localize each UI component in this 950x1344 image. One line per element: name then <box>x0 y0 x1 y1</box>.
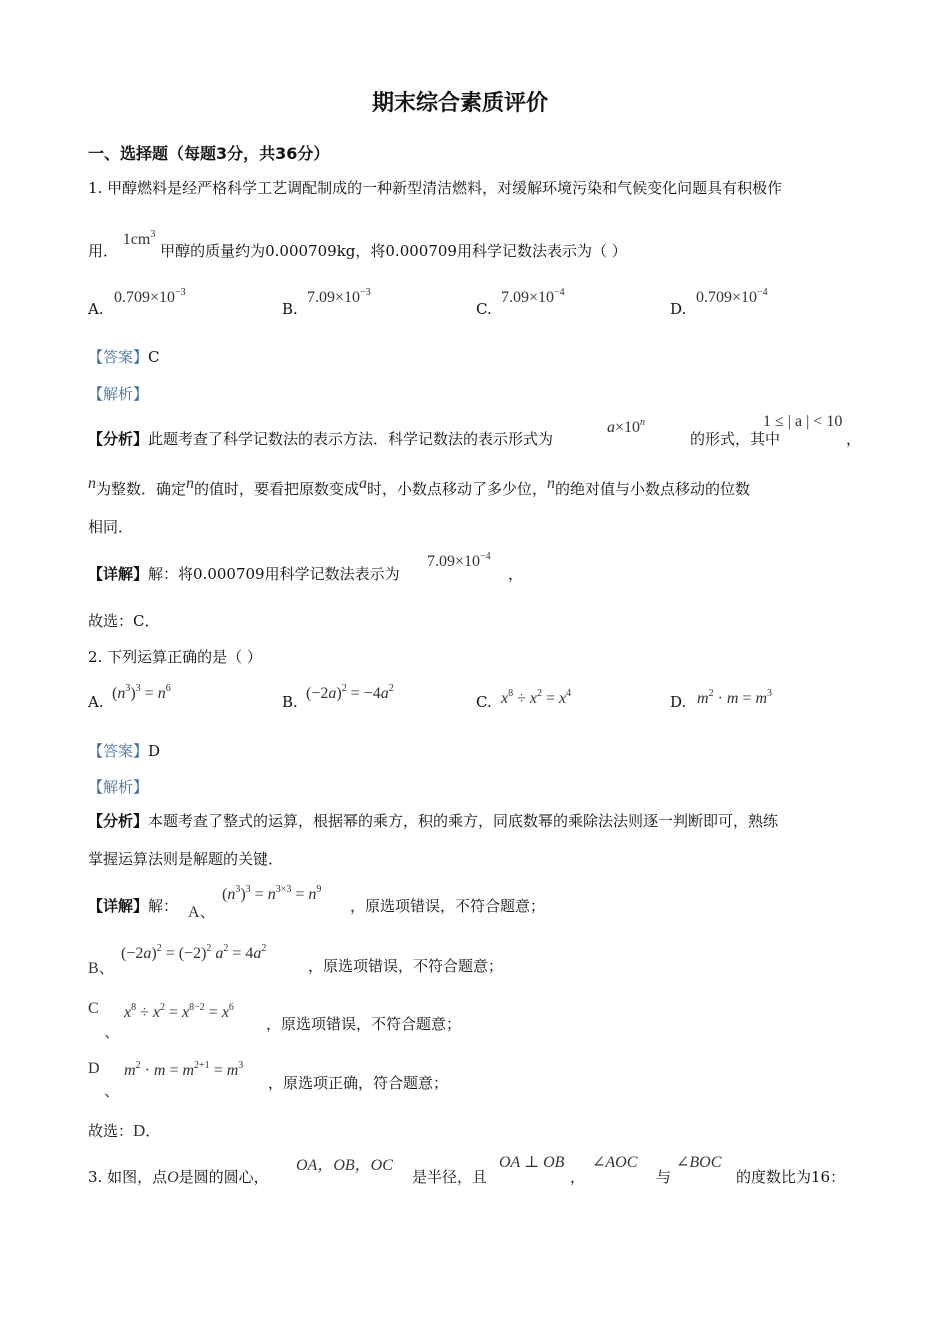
q2-detail-c-label: C <box>88 1000 99 1017</box>
q3-stem-mid: 是半径，且 <box>412 1168 488 1186</box>
q2-detail-c-sep: 、 <box>104 1024 121 1041</box>
q1-detail-math: $7.09\times 10^{-4}$ <box>427 551 491 570</box>
q1-stem-prefix: 用． <box>88 242 119 260</box>
q1-option-c-math: $7.09\times 10^{-4}$ <box>501 287 565 306</box>
q2-answer: 【答案】D <box>88 742 161 760</box>
q3-radii-math: OA，OB，OC <box>296 1157 393 1174</box>
q2-option-b: B. <box>282 693 298 711</box>
q2-detail-d-label: D <box>88 1060 100 1077</box>
q1-analysis-line1: 【分析】此题考查了科学记数法的表示方法．科学记数法的表示形式为 <box>88 430 554 448</box>
q2-analysis-line1: 【分析】本题考查了整式的运算，根据幂的乘方，积的乘方，同底数幂的乘除法法则逐一判断即可，熟练 <box>88 812 779 830</box>
section-heading-choice: 一、选择题（每题3分，共36分） <box>88 144 330 163</box>
q1-option-a-math: $0.709\times 10^{-3}$ <box>114 287 186 306</box>
q2-detail-b-math: $(-2a)^2 = (-2)^2$ $a^2 = 4a^2$ <box>121 943 267 962</box>
q2-conclusion: 故选：D． <box>88 1121 161 1140</box>
q1-jiexi-heading: 【解析】 <box>88 385 149 403</box>
q3-and: 与 <box>656 1168 672 1186</box>
q1-analysis-range: 1 ≤ | a | < 10 <box>763 413 843 430</box>
q2-detail-c-math: $x^8 \div x^2 = x^{8-2} = x^6$ <box>124 1002 234 1021</box>
q3-angle-boc: ∠BOC <box>676 1154 722 1171</box>
q2-detail-d-sep: 、 <box>104 1083 121 1100</box>
q2-option-d: D. <box>670 693 687 711</box>
q1-option-b-math: $7.09\times 10^{-3}$ <box>307 287 371 306</box>
q2-stem: 2. 下列运算正确的是（ ） <box>88 648 262 666</box>
q3-stem-end: 的度数比为16： <box>736 1168 846 1186</box>
q2-option-c-math: $x^8 \div x^2 = x^4$ <box>501 688 572 707</box>
q3-perp-math: OA ⊥ OB <box>499 1154 565 1171</box>
q2-detail-a-math: $(n^3)^3 = n^{3\times 3} = n^9$ <box>222 884 322 903</box>
q1-stem-line2 <box>88 229 627 261</box>
q2-detail-a-label: A、 <box>188 904 216 921</box>
q3-comma: ， <box>570 1168 586 1186</box>
q2-option-a-math: $(n^3)^3 = n^6$ <box>112 683 171 702</box>
q1-option-d: D. <box>670 300 687 318</box>
q1-option-c: C. <box>476 300 492 318</box>
q2-jiexi-heading: 【解析】 <box>88 778 149 796</box>
q1-option-d-math: $0.709\times 10^{-4}$ <box>696 287 768 306</box>
page-title: 期末综合素质评价 <box>372 91 549 116</box>
q2-detail-d-result: ，原选项正确，符合题意； <box>268 1074 449 1092</box>
q1-analysis-line1b: 的形式，其中 <box>690 430 781 448</box>
q2-option-b-math: $(-2a)^2 = -4a^2$ <box>306 683 394 702</box>
q3-angle-aoc: ∠AOC <box>592 1154 638 1171</box>
q2-option-d-math: $m^2 \cdot m = m^3$ <box>697 688 773 707</box>
q2-detail-a: 【详解】解： <box>88 897 179 915</box>
q1-analysis-line2: n为整数．确定n的值时，要看把原数变成a时，小数点移动了多少位，n的绝对值与小数点移动的位数 <box>88 475 751 498</box>
q1-conclusion: 故选：C． <box>88 612 160 630</box>
q1-stem-line1: 1. 甲醇燃料是经严格科学工艺调配制成的一种新型清洁燃料，对缓解环境污染和气候变化问题具有积极作 <box>88 179 783 197</box>
q2-detail-d-math: $m^2 \cdot m = m^{2+1} = m^3$ <box>124 1060 244 1079</box>
q1-stem-suffix: 甲醇的质量约为0.000709kg，将0.000709用科学记数法表示为（ ） <box>160 242 627 260</box>
q2-detail-b-label: B、 <box>88 960 115 977</box>
q1-analysis-line3: 相同． <box>88 518 134 536</box>
q1-detail-end: ， <box>508 565 524 583</box>
q2-option-a: A. <box>88 693 104 711</box>
q3-stem: 3. 如图，点O是圆的圆心， <box>88 1168 269 1186</box>
q2-detail-a-result: ，原选项错误，不符合题意； <box>350 897 546 915</box>
q2-analysis-line2: 掌握运算法则是解题的关键． <box>88 850 284 868</box>
q2-detail-c-result: ，原选项错误，不符合题意； <box>266 1015 462 1033</box>
q1-unit-math: $1cm^3$ <box>122 229 156 248</box>
q1-analysis-expr: $a\times 10^n$ <box>607 417 646 436</box>
q2-option-c: C. <box>476 693 492 711</box>
q1-answer: 【答案】C <box>88 348 160 366</box>
q2-detail-b-result: ，原选项错误，不符合题意； <box>308 957 504 975</box>
q1-option-a: A. <box>88 300 104 318</box>
q1-detail: 【详解】解：将0.000709用科学记数法表示为 <box>88 565 400 583</box>
q1-option-b: B. <box>282 300 298 318</box>
q1-analysis-line1c: ， <box>846 430 862 448</box>
